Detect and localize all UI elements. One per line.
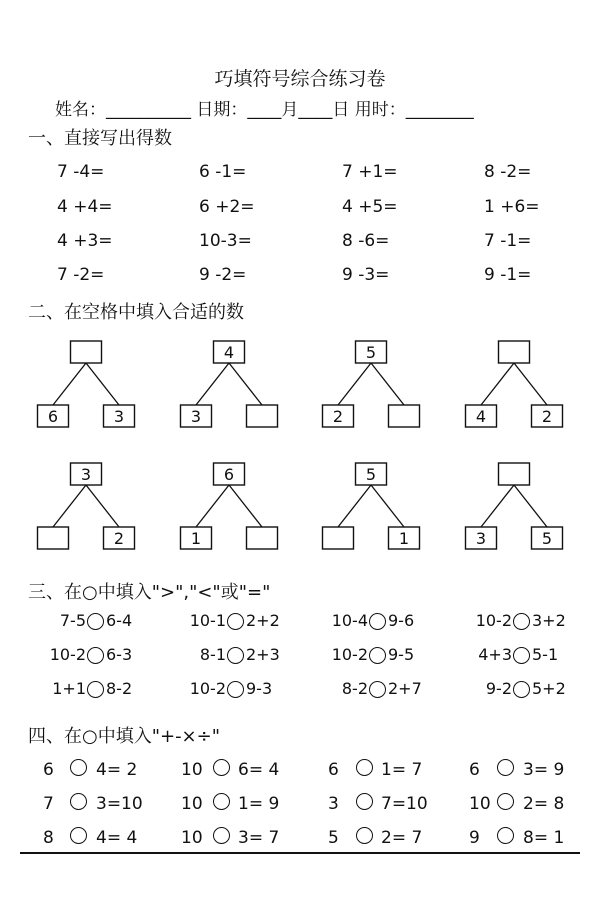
- bond-line-right: [371, 485, 404, 527]
- operator-circle[interactable]: [70, 759, 87, 776]
- bond-line-left: [338, 485, 371, 527]
- bond-right-box: [247, 405, 278, 427]
- compare-right-expr: 6-3: [106, 645, 133, 664]
- calc-problem: 9 -2=: [199, 265, 247, 285]
- section-2-heading: 二、在空格中填入合适的数: [28, 302, 244, 323]
- bond-line-left: [338, 363, 371, 405]
- bond-left-box: [38, 527, 69, 549]
- compare-right-expr: 9-3: [246, 679, 273, 698]
- operand-right-result: 4= 2: [96, 760, 138, 780]
- bond-line-right: [229, 485, 262, 527]
- operand-right-result: 3= 7: [238, 828, 280, 848]
- answer-circle[interactable]: [227, 681, 244, 698]
- compare-right-expr: 5+2: [532, 679, 566, 698]
- calc-problem: 4 +3=: [57, 231, 113, 251]
- compare-left-expr: 10-2: [189, 679, 226, 698]
- bond-line-left: [196, 485, 229, 527]
- calc-problem: 9 -3=: [342, 265, 390, 285]
- calc-problem: 7 -1=: [484, 231, 532, 251]
- compare-right-expr: 3+2: [532, 611, 566, 630]
- worksheet-title: 巧填符号综合练习卷: [214, 68, 386, 90]
- compare-left-expr: 8-1: [199, 645, 226, 664]
- bond-top-value: 6: [223, 465, 235, 484]
- compare-right-expr: 2+3: [246, 645, 280, 664]
- operator-circle[interactable]: [497, 793, 514, 810]
- bond-top-value: 5: [365, 465, 377, 484]
- bond-right-box: [247, 527, 278, 549]
- bond-line-left: [53, 485, 86, 527]
- compare-right-expr: 9-5: [388, 645, 415, 664]
- operand-right-result: 4= 4: [96, 828, 138, 848]
- calc-problem: 6 -1=: [199, 162, 247, 182]
- operand-left: 7: [43, 794, 54, 814]
- bond-line-right: [86, 485, 119, 527]
- bond-top-box: [499, 463, 530, 485]
- calc-problem: 9 -1=: [484, 265, 532, 285]
- operand-left: 6: [43, 760, 54, 780]
- bond-left-value: 1: [190, 529, 202, 548]
- answer-circle[interactable]: [227, 647, 244, 664]
- operand-right-result: 1= 7: [381, 760, 423, 780]
- operator-circle[interactable]: [213, 759, 230, 776]
- answer-circle[interactable]: [87, 647, 104, 664]
- bond-left-box: [323, 527, 354, 549]
- section-1-heading: 一、直接写出得数: [28, 128, 172, 149]
- compare-right-expr: 2+7: [388, 679, 422, 698]
- calc-problem: 4 +5=: [342, 197, 398, 217]
- operand-right-result: 2= 8: [523, 794, 565, 814]
- answer-circle[interactable]: [369, 613, 386, 630]
- bond-right-value: 1: [398, 529, 410, 548]
- calc-problem: 7 -2=: [57, 265, 105, 285]
- bond-left-value: 2: [332, 407, 344, 426]
- compare-left-expr: 9-2: [485, 679, 512, 698]
- bond-line-left: [481, 363, 514, 405]
- student-info-line: 姓名：__________ 日期：____月____日 用时：________: [55, 100, 474, 120]
- compare-left-expr: 10-4: [331, 611, 368, 630]
- compare-left-expr: 10-1: [189, 611, 226, 630]
- bond-top-value: 5: [365, 343, 377, 362]
- answer-circle[interactable]: [513, 647, 530, 664]
- calc-problem: 1 +6=: [484, 197, 540, 217]
- bond-top-value: 4: [223, 343, 235, 362]
- operand-left: 8: [43, 828, 54, 848]
- calc-problem: 8 -2=: [484, 162, 532, 182]
- calc-problem: 7 +1=: [342, 162, 398, 182]
- operand-right-result: 6= 4: [238, 760, 280, 780]
- answer-circle[interactable]: [227, 613, 244, 630]
- compare-right-expr: 8-2: [106, 679, 133, 698]
- bond-line-left: [481, 485, 514, 527]
- answer-circle[interactable]: [513, 681, 530, 698]
- operand-right-result: 1= 9: [238, 794, 280, 814]
- compare-right-expr: 2+2: [246, 611, 280, 630]
- bond-left-value: 4: [475, 407, 487, 426]
- operand-left: 5: [328, 828, 339, 848]
- bond-line-right: [514, 363, 547, 405]
- bond-line-right: [86, 363, 119, 405]
- operator-circle[interactable]: [497, 759, 514, 776]
- operand-left: 6: [469, 760, 480, 780]
- answer-circle[interactable]: [513, 613, 530, 630]
- answer-circle[interactable]: [369, 647, 386, 664]
- operand-left: 9: [469, 828, 480, 848]
- bond-right-value: 2: [541, 407, 553, 426]
- bond-right-value: 3: [113, 407, 125, 426]
- operator-circle[interactable]: [70, 793, 87, 810]
- operand-right-result: 3= 9: [523, 760, 565, 780]
- section-3-heading: 三、在○中填入">","<"或"=": [28, 582, 271, 603]
- bond-left-value: 3: [475, 529, 487, 548]
- answer-circle[interactable]: [87, 613, 104, 630]
- bond-top-box: [499, 341, 530, 363]
- compare-right-expr: 5-1: [532, 645, 559, 664]
- bond-line-right: [371, 363, 404, 405]
- operand-left: 6: [328, 760, 339, 780]
- compare-left-expr: 4+3: [478, 645, 512, 664]
- calc-problem: 8 -6=: [342, 231, 390, 251]
- compare-left-expr: 10-2: [49, 645, 86, 664]
- operand-right-result: 8= 1: [523, 828, 565, 848]
- calc-problem: 7 -4=: [57, 162, 105, 182]
- bond-left-value: 6: [47, 407, 59, 426]
- operand-right-result: 3=10: [96, 794, 143, 814]
- calc-problem: 6 +2=: [199, 197, 255, 217]
- compare-left-expr: 7-5: [59, 611, 86, 630]
- compare-left-expr: 8-2: [341, 679, 368, 698]
- operand-right-result: 7=10: [381, 794, 428, 814]
- bond-line-left: [196, 363, 229, 405]
- bond-right-value: 2: [113, 529, 125, 548]
- operand-left: 3: [328, 794, 339, 814]
- operand-left: 10: [181, 794, 203, 814]
- bond-line-right: [229, 363, 262, 405]
- bond-right-value: 5: [541, 529, 553, 548]
- bond-line-right: [514, 485, 547, 527]
- operand-left: 10: [181, 760, 203, 780]
- section-4-heading: 四、在○中填入"+-×÷": [28, 726, 221, 747]
- compare-left-expr: 10-2: [331, 645, 368, 664]
- answer-circle[interactable]: [369, 681, 386, 698]
- bond-right-box: [389, 405, 420, 427]
- operand-left: 10: [469, 794, 491, 814]
- calc-problem: 10-3=: [199, 231, 252, 251]
- bond-line-left: [53, 363, 86, 405]
- operator-circle[interactable]: [356, 827, 373, 844]
- bottom-divider: [20, 852, 580, 854]
- operand-right-result: 2= 7: [381, 828, 423, 848]
- compare-right-expr: 6-4: [106, 611, 133, 630]
- compare-left-expr: 1+1: [52, 679, 86, 698]
- operator-circle[interactable]: [213, 793, 230, 810]
- answer-circle[interactable]: [87, 681, 104, 698]
- bond-top-value: 3: [80, 465, 92, 484]
- operator-circle[interactable]: [356, 793, 373, 810]
- operator-circle[interactable]: [213, 827, 230, 844]
- operator-circle[interactable]: [356, 759, 373, 776]
- compare-right-expr: 9-6: [388, 611, 415, 630]
- operator-circle[interactable]: [497, 827, 514, 844]
- bond-left-value: 3: [190, 407, 202, 426]
- compare-left-expr: 10-2: [475, 611, 512, 630]
- operand-left: 10: [181, 828, 203, 848]
- calc-problem: 4 +4=: [57, 197, 113, 217]
- bond-top-box: [71, 341, 102, 363]
- operator-circle[interactable]: [70, 827, 87, 844]
